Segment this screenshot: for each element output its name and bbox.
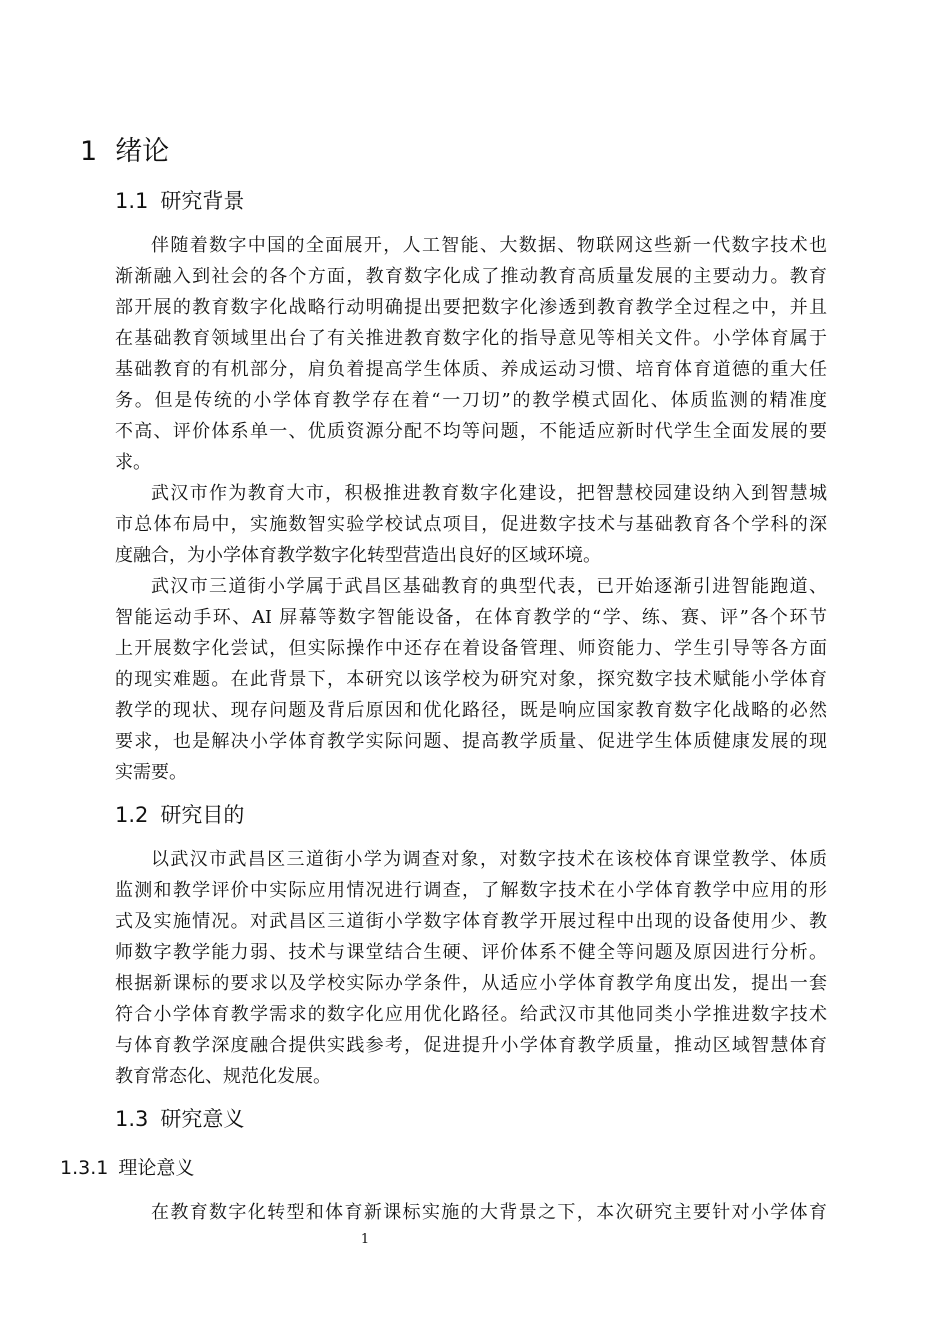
text-line: 教学的现状、现存问题及背后原因和优化路径，既是响应国家教育数字化战略的必然: [115, 700, 827, 721]
text-line: 与体育教学深度融合提供实践参考，促进提升小学体育教学质量，推动区域智慧体育: [115, 1035, 827, 1056]
text-line: 市总体布局中，实施数智实验学校试点项目，促进数字技术与基础教育各个学科的深: [115, 514, 827, 535]
subsection-heading-1-3-1: [60, 1155, 194, 1181]
section-heading-1-3: [115, 1105, 244, 1133]
text-line: 上开展数字化尝试，但实际操作中还存在着设备管理、师资能力、学生引导等各方面: [115, 638, 827, 659]
text-line: 实需要。: [115, 762, 187, 783]
section-number: 1.2: [115, 803, 149, 827]
page-number: 1: [360, 1232, 370, 1247]
section-title: 研究背景: [160, 189, 245, 213]
text-line: 监测和教学评价中实际应用情况进行调查，了解数字技术在小学体育教学中应用的形: [115, 880, 827, 901]
text-line: 部开展的教育数字化战略行动明确提出要把数字化渗透到教育教学全过程之中，并且: [115, 297, 827, 318]
subsection-number: 1.3.1: [60, 1157, 109, 1179]
text-line: 根据新课标的要求以及学校实际办学条件，从适应小学体育教学角度出发，提出一套: [115, 973, 827, 994]
text-line: 求。: [115, 452, 151, 473]
text-line: 教育常态化、规范化发展。: [115, 1066, 331, 1087]
text-line: 武汉市三道街小学属于武昌区基础教育的典型代表，已开始逐渐引进智能跑道、: [151, 576, 827, 597]
text-line: 度融合，为小学体育教学数字化转型营造出良好的区域环境。: [115, 545, 601, 566]
paragraph-background-1: [115, 230, 827, 478]
text-line: 师数字教学能力弱、技术与课堂结合生硬、评价体系不健全等问题及原因进行分析。: [115, 942, 827, 963]
section-title: 研究目的: [160, 803, 245, 827]
text-line: 武汉市作为教育大市，积极推进教育数字化建设，把智慧校园建设纳入到智慧城: [151, 483, 827, 504]
section-title: 研究意义: [160, 1107, 245, 1131]
text-line: 在基础教育领域里出台了有关推进教育数字化的指导意见等相关文件。小学体育属于: [115, 328, 827, 349]
text-line: 符合小学体育教学需求的数字化应用优化路径。给武汉市其他同类小学推进数字技术: [115, 1004, 827, 1025]
section-number: 1.1: [115, 189, 149, 213]
paragraph-theory: [115, 1197, 827, 1228]
paragraph-background-2: [115, 478, 827, 571]
text-line: 以武汉市武昌区三道街小学为调查对象，对数字技术在该校体育课堂教学、体质: [151, 849, 827, 870]
text-line: 在教育数字化转型和体育新课标实施的大背景之下，本次研究主要针对小学体育: [151, 1202, 827, 1223]
chapter-title: 绪论: [115, 136, 170, 167]
paragraph-background-3: [115, 571, 827, 788]
section-number: 1.3: [115, 1107, 149, 1131]
section-heading-1-2: [115, 801, 244, 829]
section-heading-1-1: [115, 187, 244, 215]
chapter-number: 1: [80, 136, 98, 167]
text-line: 的现实难题。在此背景下，本研究以该学校为研究对象，探究数字技术赋能小学体育: [115, 669, 827, 690]
paragraph-purpose: [115, 844, 827, 1092]
chapter-heading: [80, 136, 169, 168]
text-line: 伴随着数字中国的全面展开，人工智能、大数据、物联网这些新一代数字技术也: [151, 235, 827, 256]
text-line: 渐渐融入到社会的各个方面，教育数字化成了推动教育高质量发展的主要动力。教育: [115, 266, 827, 287]
text-line: 要求，也是解决小学体育教学实际问题、提高教学质量、促进学生体质健康发展的现: [115, 731, 827, 752]
text-line: 不高、评价体系单一、优质资源分配不均等问题，不能适应新时代学生全面发展的要: [115, 421, 827, 442]
text-line: 智能运动手环、AI 屏幕等数字智能设备，在体育教学的“学、练、赛、评”各个环节: [115, 607, 827, 628]
text-line: 基础教育的有机部分，肩负着提高学生体质、养成运动习惯、培育体育道德的重大任: [115, 359, 827, 380]
text-line: 务。但是传统的小学体育教学存在着“一刀切”的教学模式固化、体质监测的精准度: [115, 390, 827, 411]
subsection-title: 理论意义: [118, 1157, 195, 1179]
text-line: 式及实施情况。对武昌区三道街小学数字体育教学开展过程中出现的设备使用少、教: [115, 911, 827, 932]
